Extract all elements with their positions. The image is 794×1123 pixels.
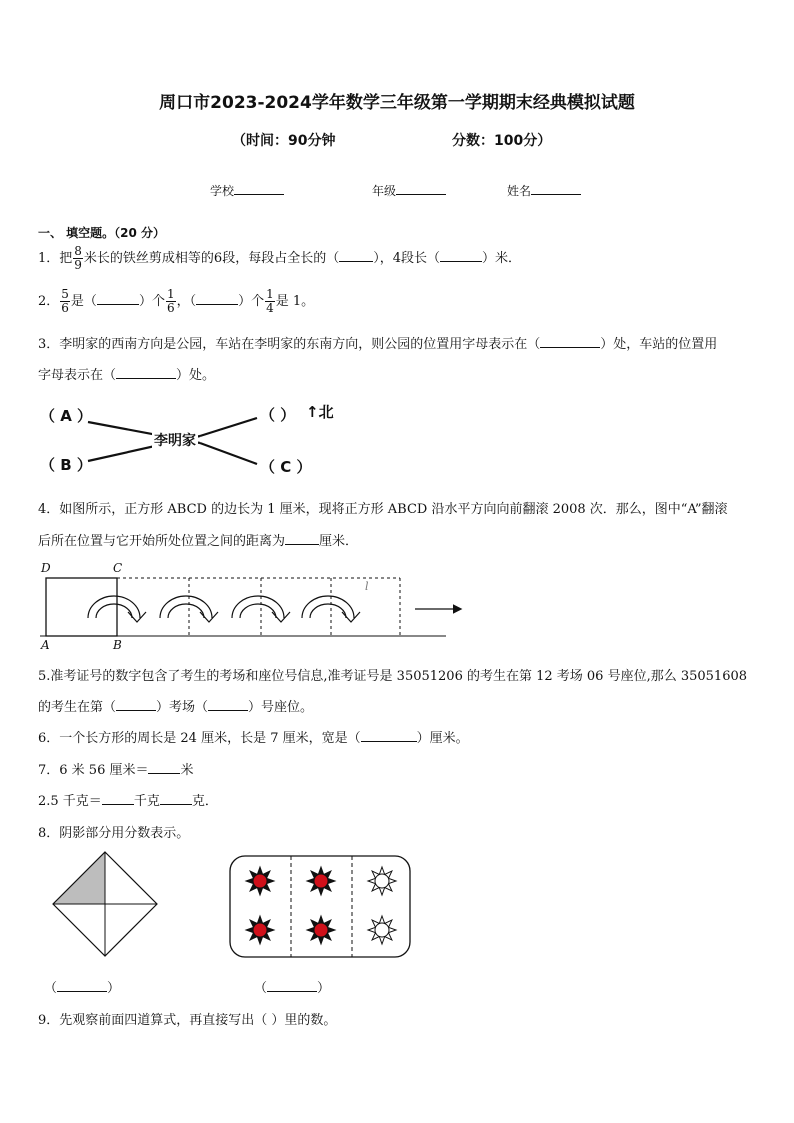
question-1: 1．把 $\frac{8}{9}$ 米长的铁丝剪成相等的6段，每段占全长的（ ），4段长（ ）米． xyxy=(38,244,521,272)
red-sun-icon xyxy=(246,916,274,944)
white-sun-icon xyxy=(368,867,396,895)
label-a: （ A ） xyxy=(40,407,93,425)
question-4-line1: 4．如图所示，正方形 ABCD 的边长为 1 厘米，现将正方形 ABCD 沿水平方向向前翻滚 2008 次．那么，图中“A”翻滚 xyxy=(38,502,728,517)
vertex-d: D xyxy=(41,561,51,575)
white-sun-icon xyxy=(368,916,396,944)
score-label: 分数：100分） xyxy=(452,133,552,149)
question-7: 7．6 米 56 厘米＝ 米 xyxy=(38,763,194,778)
question-3-line1: 3．李明家的西南方向是公园，车站在李明家的东南方向，则公园的位置用字母表示在（ ）处，车站的位置用 xyxy=(38,337,718,352)
red-sun-icon xyxy=(246,867,274,895)
question-9: 9．先观察前面四道算式，再直接写出（ ）里的数。 xyxy=(38,1013,337,1028)
question-5-line2: 的考生在第（ ）考场（ ）号座位。 xyxy=(38,700,314,715)
section-heading: 一、 填空题。（20 分） xyxy=(38,226,166,240)
question-3-line2: 字母表示在（ ）处。 xyxy=(38,368,216,383)
question-4-line2: 后所在位置与它开始所处位置之间的距离为 厘米． xyxy=(38,534,359,549)
center-label: 李明家 xyxy=(152,430,198,450)
vertex-c: C xyxy=(113,561,123,575)
answer-blank-right: （ ） xyxy=(254,981,331,996)
name-field: 姓名 xyxy=(507,182,581,199)
time-label: （时间：90分钟 xyxy=(232,133,336,149)
red-sun-icon xyxy=(307,916,335,944)
page-title: 周口市2023-2024学年数学三年级第一学期期末经典模拟试题 xyxy=(159,93,635,113)
answer-blank-left: （ ） xyxy=(44,981,121,996)
question-7b: 2.5 千克＝ 千克 克． xyxy=(38,794,218,809)
question-2: 2． $\frac{5}{6}$ 是（ ）个 $\frac{1}{6}$ ，（ ）个 $\frac{1}{4}$ 是 1。 xyxy=(38,287,315,315)
question-6: 6．一个长方形的周长是 24 厘米，长是 7 厘米，宽是（ ）厘米。 xyxy=(38,731,469,746)
label-c: （ C ） xyxy=(260,458,312,476)
north-arrow: ↑北 xyxy=(306,403,334,421)
label-blank: （ ） xyxy=(260,406,296,424)
vertex-b: B xyxy=(113,638,122,652)
school-field: 学校 xyxy=(210,182,284,199)
pencil-mark: l xyxy=(365,580,369,593)
grade-field: 年级 xyxy=(372,182,446,199)
label-b: （ B ） xyxy=(40,456,92,474)
vertex-a: A xyxy=(41,638,50,652)
red-sun-icon xyxy=(307,867,335,895)
fraction-8-9: $\frac{8}{9}$ xyxy=(74,244,82,272)
question-5-line1: 5.准考证号的数字包含了考生的考场和座位号信息,准考证号是 35051206 的考生在第 12 考场 06 号座位,那么 35051608 xyxy=(38,669,748,684)
question-8: 8．阴影部分用分数表示。 xyxy=(38,826,190,841)
